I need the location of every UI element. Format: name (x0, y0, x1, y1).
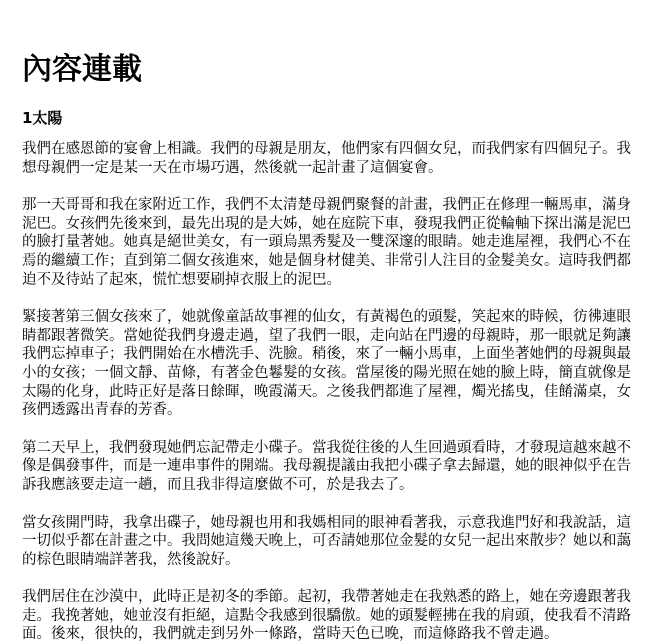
paragraph: 我們居住在沙漠中，此時正是初冬的季節。起初，我帶著她走在我熟悉的路上，她在旁邊跟著我走。我挽著她，她並沒有拒絕，這點令我感到很驕傲。她的頭髮輕拂在我的肩頭，使我看不清路面。後來，很快的，我們就走到另外一條路，當時天色已晚，而這條路我不曾走過。 (22, 589, 631, 643)
paragraph: 我們在感恩節的宴會上相識。我們的母親是朋友，他們家有四個女兒，而我們家有四個兒子。我想母親們一定是某一天在市場巧遇，然後就一起計畫了這個宴會。 (22, 141, 631, 176)
article-body (22, 140, 632, 643)
paragraph: 緊接著第三個女孩來了，她就像童話故事裡的仙女，有黃褐色的頭髮，笑起來的時候，彷彿連眼睛都跟著微笑。當她從我們身邊走過，望了我們一眼，走向站在門邊的母親時，那一眼就足夠讓我們忘掉車子；我們開始在水槽洗手、洗臉。稍後，來了一輛小馬車，上面坐著她們的母親與最小的女孩；一個文靜、苗條，有著金色鬈髮的女孩。當屋後的陽光照在她的臉上時，簡直就像是太陽的化身，此時正好是落日餘暉，晚霞滿天。之後我們都進了屋裡，燭光搖曳，佳餚滿桌，女孩們透露出青春的芳香。 (22, 309, 631, 419)
paragraph: 第二天早上，我們發現她們忘記帶走小碟子。當我從往後的人生回過頭看時，才發現這越來越不像是偶發事件，而是一連串事件的開端。我母親提議由我把小碟子拿去歸還，她的眼神似乎在告訴我應該要走這一趟，而且我非得這麼做不可，於是我去了。 (22, 439, 631, 493)
chapter-heading: 1太陽 (22, 109, 63, 127)
paragraph: 那一天哥哥和我在家附近工作，我們不太清楚母親們聚餐的計畫，我們正在修理一輛馬車，滿身泥巴。女孩們先後來到，最先出現的是大姊，她在庭院下車，發現我們正從輪軸下探出滿是泥巴的臉打量著她。她真是絕世美女，有一頭烏黑秀髮及一雙深邃的眼睛。她走進屋裡，我們心不在焉的繼續工作；直到第二個女孩進來，她是個身材健美、非常引人注目的金髮美女。這時我們都迫不及待站了起來，慌忙想要刷掉衣服上的泥巴。 (22, 197, 631, 288)
page-title: 內容連載 (22, 52, 142, 87)
paragraph: 當女孩開門時，我拿出碟子，她母親也用和我媽相同的眼神看著我，示意我進門好和我說話，這一切似乎都在計畫之中。我問她這幾天晚上，可否請她那位金髮的女兒一起出來散步？她以和藹的棕色眼睛端詳著我，然後說好。 (22, 514, 631, 568)
